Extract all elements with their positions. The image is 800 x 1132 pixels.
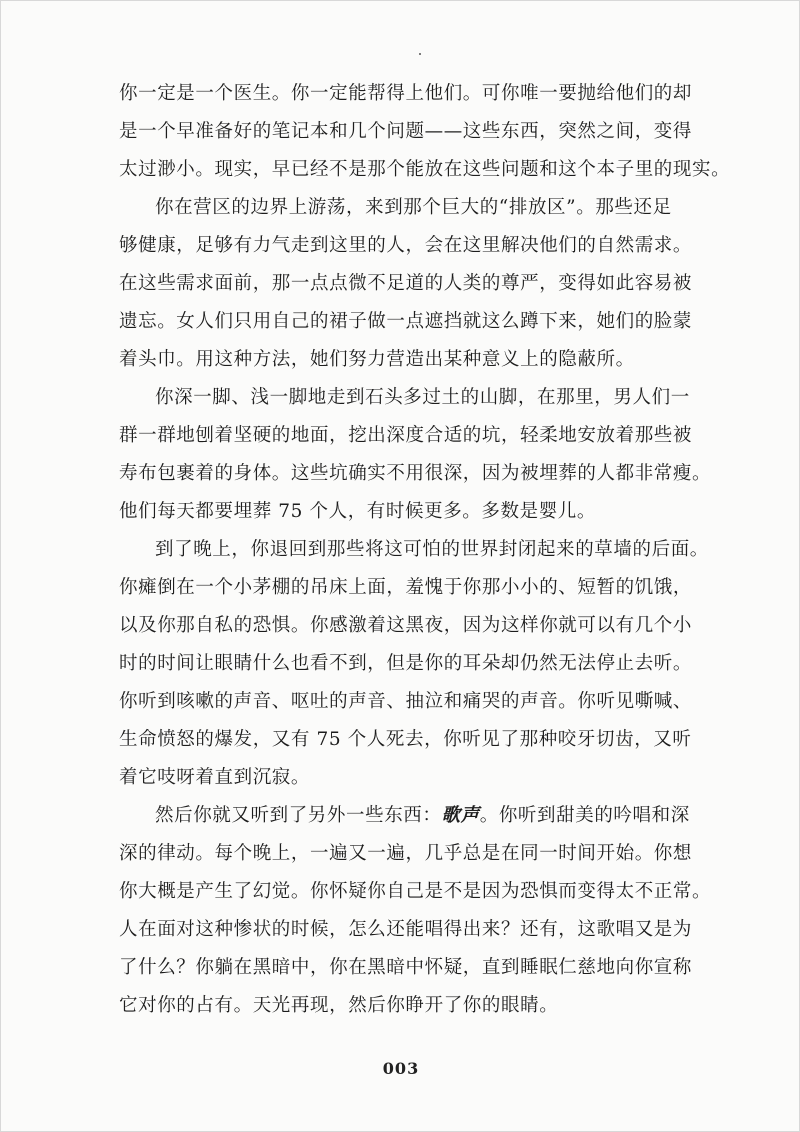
text-line: 你在营区的边界上游荡，来到那个巨大的“排放区”。那些还足 — [155, 197, 672, 218]
text-line — [119, 797, 701, 835]
text-line: 着头巾。用这种方法，她们努力营造出某种意义上的隐蔽所。 — [119, 349, 635, 370]
paragraph-2 — [119, 189, 701, 379]
text-line: 他们每天都要埋葬 75 个人，有时候更多。多数是婴儿。 — [119, 501, 597, 522]
text-line: 你大概是产生了幻觉。你怀疑你自己是不是因为恐惧而变得太不正常。 — [119, 881, 712, 902]
text-line: 以及你那自私的恐惧。你感激着这黑夜，因为这样你就可以有几个小 — [119, 615, 693, 636]
text-line: 够健康，足够有力气走到这里的人，会在这里解决他们的自然需求。 — [119, 235, 693, 256]
text-line: 你一定是一个医生。你一定能帮得上他们。可你唯一要抛给他们的却 — [119, 83, 693, 104]
text-line: 你听到咳嗽的声音、呕吐的声音、抽泣和痛哭的声音。你听见嘶喊、 — [119, 691, 693, 712]
text-line: 生命愤怒的爆发，又有 75 个人死去，你听见了那种咬牙切齿，又听 — [119, 729, 692, 750]
text-line: 人在面对这种惨状的时候，怎么还能唱得出来？还有，这歌唱又是为 — [119, 919, 693, 940]
text-line: 到了晚上，你退回到那些将这可怕的世界封闭起来的草墙的后面。 — [155, 539, 709, 560]
text-line: 深的律动。每个晚上，一遍又一遍，几乎总是在同一时间开始。你想 — [119, 843, 693, 864]
text-line: 你瘫倒在一个小茅棚的吊床上面，羞愧于你那小小的、短暂的饥饿， — [119, 577, 693, 598]
emphasized-word: 歌声 — [441, 805, 480, 826]
paragraph-3 — [119, 379, 712, 531]
paragraph-5 — [119, 797, 712, 1025]
paragraph-1 — [119, 75, 731, 189]
body-text — [119, 75, 731, 1025]
paragraph-4 — [119, 531, 709, 797]
print-speck — [419, 53, 421, 55]
text-line: 它对你的占有。天光再现，然后你睁开了你的眼睛。 — [119, 995, 559, 1016]
line-prefix: 然后你就又听到了另外一些东西： — [155, 805, 442, 826]
text-line: 是一个早准备好的笔记本和几个问题——这些东西，突然之间，变得 — [119, 121, 693, 142]
page-number: 003 — [382, 1059, 420, 1078]
text-line: 你深一脚、浅一脚地走到石头多过土的山脚，在那里，男人们一 — [155, 387, 690, 408]
text-line: 太过渺小。现实，早已经不是那个能放在这些问题和这个本子里的现实。 — [119, 159, 731, 180]
text-line: 了什么？你躺在黑暗中，你在黑暗中怀疑，直到睡眠仁慈地向你宣称 — [119, 957, 693, 978]
text-line: 着它吱呀着直到沉寂。 — [119, 767, 311, 788]
text-line: 时的时间让眼睛什么也看不到，但是你的耳朵却仍然无法停止去听。 — [119, 653, 693, 674]
text-line: 寿布包裹着的身体。这些坑确实不用很深，因为被埋葬的人都非常瘦。 — [119, 463, 712, 484]
text-line: 遗忘。女人们只用自己的裙子做一点遮挡就这么蹲下来，她们的脸蒙 — [119, 311, 693, 332]
text-line: 群一群地刨着坚硬的地面，挖出深度合适的坑，轻柔地安放着那些被 — [119, 425, 693, 446]
text-line: 在这些需求面前，那一点点微不足道的人类的尊严，变得如此容易被 — [119, 273, 693, 294]
line-suffix: 。你听到甜美的吟唱和深 — [479, 805, 690, 826]
